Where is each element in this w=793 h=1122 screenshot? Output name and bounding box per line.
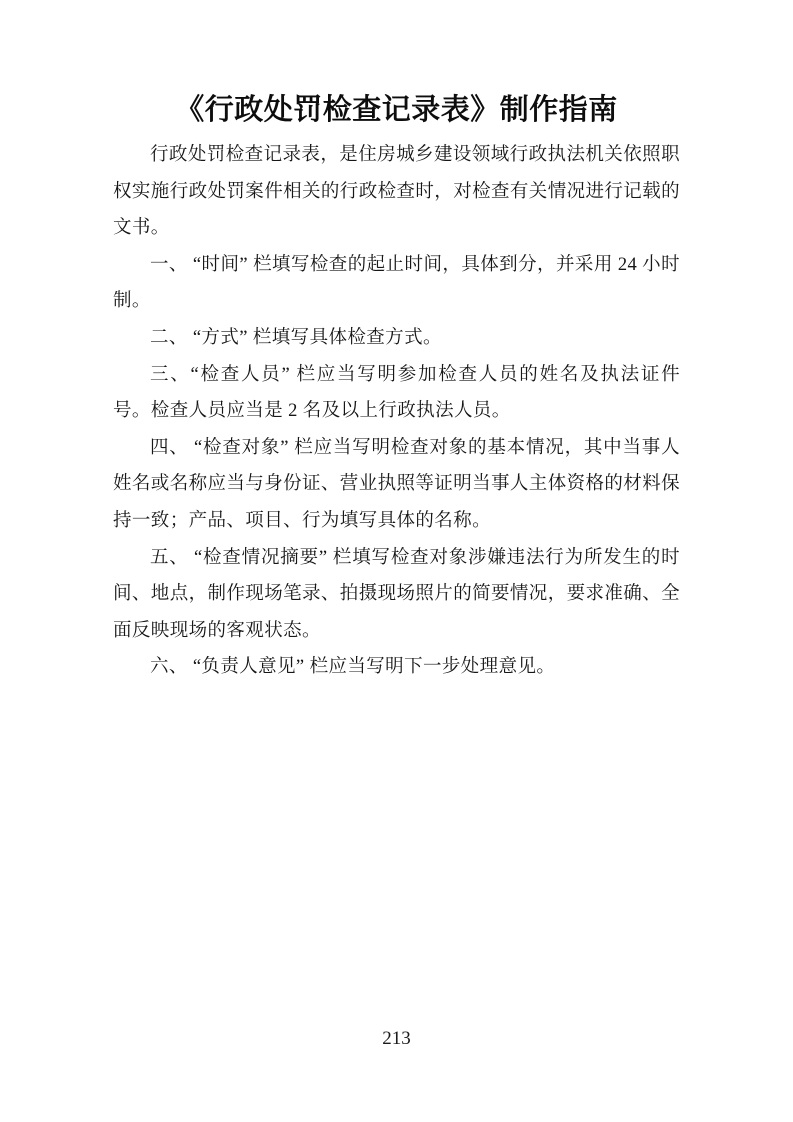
page-title: 《行政处罚检查记录表》制作指南 — [175, 94, 618, 126]
paragraph-item-2-method: 二、 “方式” 栏填写具体检查方式。 — [150, 327, 442, 348]
paragraph-item-1-time: 一、 “时间” 栏填写检查的起止时间，具体到分，并采用 24 小时制。 — [113, 254, 680, 312]
paragraph-item-6-opinion: 六、 “负责人意见” 栏应当写明下一步处理意见。 — [150, 657, 556, 678]
paragraph-intro: 行政处罚检查记录表，是住房城乡建设领域行政执法机关依照职权实施行政处罚案件相关的行政检查时，对检查有关情况进行记载的文书。 — [113, 145, 681, 239]
document-body — [113, 137, 680, 686]
paragraph-item-3-inspectors: 三、“检查人员” 栏应当写明参加检查人员的姓名及执法证件号。检查人员应当是 2 名及以上行政执法人员。 — [113, 364, 680, 422]
page-number: 213 — [382, 1028, 411, 1049]
paragraph-item-5-summary: 五、 “检查情况摘要” 栏填写检查对象涉嫌违法行为所发生的时间、地点，制作现场笔录、拍摄现场照片的简要情况，要求准确、全面反映现场的客观状态。 — [113, 547, 681, 641]
paragraph-item-4-subject: 四、 “检查对象” 栏应当写明检查对象的基本情况，其中当事人姓名或名称应当与身份证、营业执照等证明当事人主体资格的材料保持一致；产品、项目、行为填写具体的名称。 — [113, 437, 681, 531]
